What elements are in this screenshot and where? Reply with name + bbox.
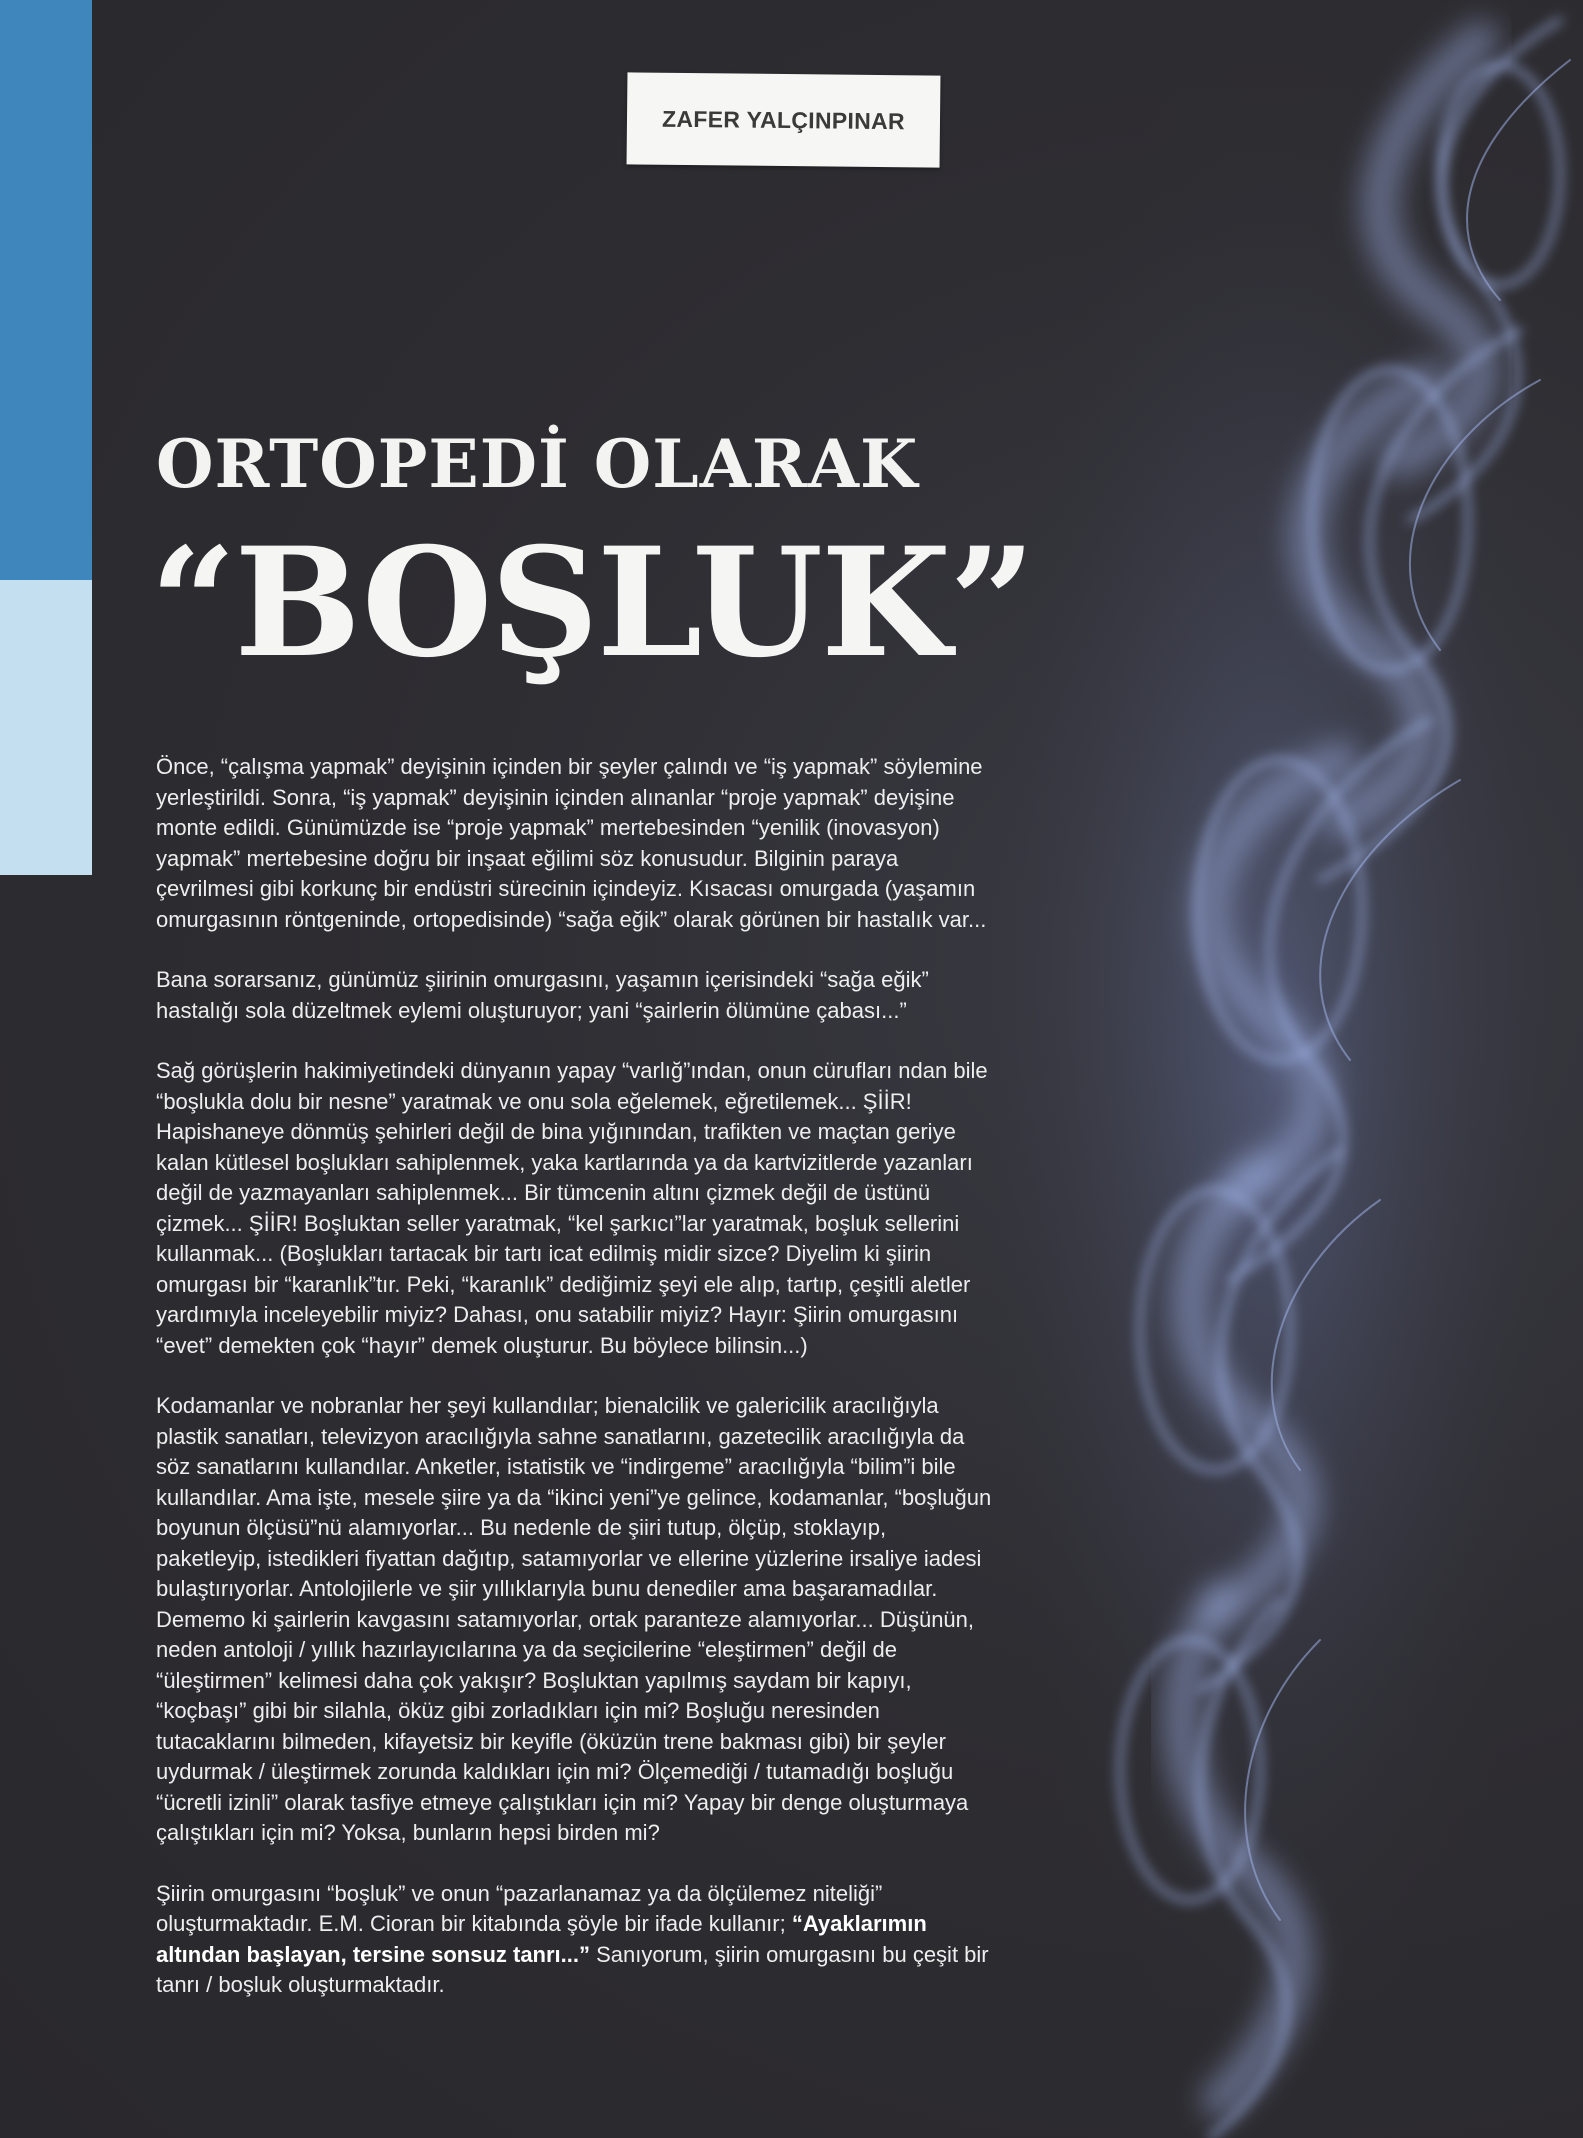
paragraph-4: Kodamanlar ve nobranlar her şeyi kullandılar; bienalcilik ve galericilik aracılığıyla plastik sanatları, televizyon aracılığıyla sahne sanatlarını, gazetecilik aracılığıyla da söz sanatlarını kullandılar. Anketler, istatistik ve “indirgeme” aracılığıyla “bilim”i bile kullandılar. Ama işte, mesele şiire ya da “ikinci yeni”ye gelince, kodamanlar, “boşluğun boyunun ölçüsü”nü alamıyorlar... Bu nedenle de şiiri tutup, ölçüp, stoklayıp, paketleyip, istedikleri fiyattan dağıtıp, satamıyorlar ve ellerine yüzlerine irsaliye iadesi bulaştırıyorlar. Antolojilerle ve şiir yıllıklarıyla bunu denediler ama başaramadılar. Dememo ki şairlerin kavgasını satamıyorlar, ortak paranteze alamıyorlar... Düşünün, neden antoloji / yıllık hazırlayıcılarına ya da seçicilerine “eleştirmen” değil de “üleştirmen” kelimesi daha çok yakışır? Boşluktan yapılmış saydam bir kapıyı, “koçbaşı” gibi bir silahla, öküz gibi zorladıkları için mi? Boşluğu neresinden tutacaklarını bilmeden, kifayetsiz bir keyifle (öküzün trene bakması gibi) bir şeyler uydurmak / üleştirmek zorunda kaldıkları için mi? Ölçemediği / tutamadığı boşluğu “ücretli izinli” olarak tasfiye etmeye çalıştıkları için mi? Yapay bir denge oluşturmaya çalıştıkları için mi? Yoksa, bunların hepsi birden mi? <box>156 1393 992 1845</box>
title-line-2: “BOŞLUK” <box>150 515 1034 691</box>
article-body <box>156 752 996 2031</box>
paragraph-5 <box>156 1879 996 2001</box>
cioran-quote: “Ayaklarımın altından başlayan, tersine sonsuz tanrı...” <box>156 1911 927 1967</box>
blue-edge-block <box>0 0 92 580</box>
paragraph-3: Sağ görüşlerin hakimiyetindeki dünyanın yapay “varlığ”ından, onun cürufları ndan bile “boşlukla dolu bir nesne” yaratmak ve onu sola eğelemek, eğretilemek... ŞİİR! Hapishaneye dönmüş şehirleri değil de bina yığınından, trafikten ve maçtan geriye kalan kütlesel boşlukları sahiplenmek, yaka kartlarında ya da kartvizitlerde yazanları değil de yazmayanları sahiplenmek... Bir tümcenin altını çizmek değil de üstünü çizmek... ŞİİR! Boşluktan seller yaratmak, “kel şarkıcı”lar yaratmak, boşluk sellerini kullanmak... (Boşlukları tartacak bir tartı icat edilmiş midir sizce? Diyelim ki şiirin omurgası bir “karanlık”tır. Peki, “karanlık” dediğimiz şeyi ele alıp, tartıp, çeşitli aletler yardımıyla inceleyebilir miyiz? Dahası, onu satabilir miyiz? Hayır: Şiirin omurgasını “evet” demekten çok “hayır” demek oluşturur. Bu böylece bilinsin...) <box>156 1058 988 1358</box>
paragraph-2: Bana sorarsanız, günümüz şiirinin omurgasını, yaşamın içerisindeki “sağa eğik” hastalığı sola düzeltmek eylemi oluşturuyor; yani “şairlerin ölümüne çabası...” <box>156 967 929 1023</box>
color-edge-strip <box>0 0 92 875</box>
title-line-1: ORTOPEDİ OLARAK <box>156 425 919 503</box>
paragraph-1: Önce, “çalışma yapmak” deyişinin içinden bir şeyler çalındı ve “iş yapmak” söylemine yerleştirildi. Sonra, “iş yapmak” deyişinin içinden alınanlar “proje yapmak” deyişine monte edildi. Günümüzde ise “proje yapmak” mertebesinden “yenilik (inovasyon) yapmak” mertebesine doğru bir inşaat eğilimi söz konusudur. Bilginin paraya çevrilmesi gibi korkunç bir endüstri sürecinin içindeyiz. Kısacası omurgada (yaşamın omurgasının röntgeninde, ortopedisinde) “sağa eğik” olarak görünen bir hastalık var... <box>156 754 987 932</box>
author-tag <box>627 72 941 167</box>
paragraph-5-start: Şiirin omurgasını “boşluk” ve onun “pazarlanamaz ya da ölçülemez niteliği” oluşturmaktadır. E.M. Cioran bir kitabında şöyle bir ifade kullanır; <box>156 1880 883 1936</box>
smoke-photo <box>960 0 1583 2138</box>
paragraph-5-end: Sanıyorum, şiirin omurgasını bu çeşit bir tanrı / boşluk oluşturmaktadır. <box>156 1941 989 1997</box>
author-name: ZAFER YALÇINPINAR <box>661 105 906 134</box>
light-blue-edge-block <box>0 580 92 875</box>
